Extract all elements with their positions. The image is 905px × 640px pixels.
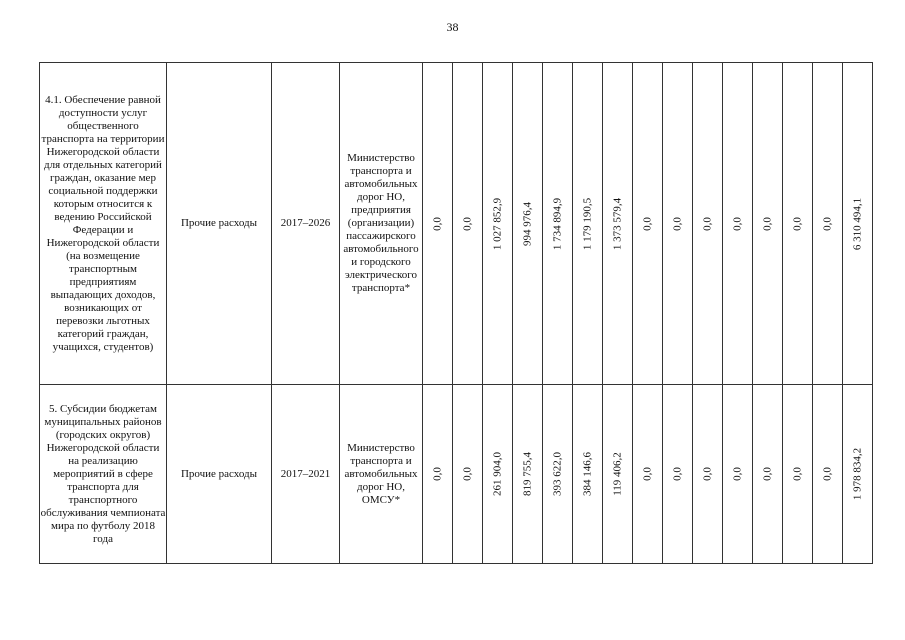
value-cell bbox=[483, 63, 513, 385]
value-cell bbox=[483, 385, 513, 564]
value-cell bbox=[453, 63, 483, 385]
value-cell bbox=[423, 385, 453, 564]
value-cell bbox=[573, 63, 603, 385]
value-text: 0,0 bbox=[761, 467, 773, 481]
executor-cell: Министерство транспорта и автомобильных дорог НО, ОМСУ* bbox=[340, 385, 423, 564]
value-text: 0,0 bbox=[461, 467, 473, 481]
total-cell bbox=[843, 63, 873, 385]
value-cell bbox=[513, 63, 543, 385]
value-cell bbox=[663, 385, 693, 564]
value-cell bbox=[783, 385, 813, 564]
value-text: 819 755,4 bbox=[521, 452, 533, 496]
value-text: 0,0 bbox=[701, 467, 713, 481]
value-cell bbox=[603, 63, 633, 385]
value-cell bbox=[723, 385, 753, 564]
page-number: 38 bbox=[446, 20, 459, 34]
executor-cell: Министерство транспорта и автомобильных дорог НО, предприятия (организации) пассажирского автомобильного и городского электрического транспорта* bbox=[340, 63, 423, 385]
expense-type-cell: Прочие расходы bbox=[167, 63, 272, 385]
value-cell bbox=[603, 385, 633, 564]
value-cell bbox=[783, 63, 813, 385]
value-cell bbox=[753, 385, 783, 564]
measure-name-cell: 5. Субсидии бюджетам муниципальных районов (городских округов) Нижегородской области на реализацию мероприятий в сфере транспорта для транспортного обслуживания чемпионата мира по футболу 2018 года bbox=[40, 385, 167, 564]
value-text: 994 976,4 bbox=[521, 201, 533, 246]
value-text: 0,0 bbox=[431, 216, 443, 231]
value-cell bbox=[663, 63, 693, 385]
years-cell: 2017–2021 bbox=[272, 385, 340, 564]
value-cell bbox=[753, 63, 783, 385]
expense-type-cell: Прочие расходы bbox=[167, 385, 272, 564]
value-text: 0,0 bbox=[791, 467, 803, 481]
budget-table bbox=[39, 62, 873, 564]
table-row bbox=[40, 63, 873, 385]
value-text: 0,0 bbox=[821, 216, 833, 231]
value-text: 1 373 579,4 bbox=[611, 197, 623, 250]
value-cell bbox=[453, 385, 483, 564]
table-row bbox=[40, 385, 873, 564]
value-cell bbox=[693, 385, 723, 564]
total-text: 1 978 834,2 bbox=[851, 447, 863, 501]
value-text: 0,0 bbox=[641, 216, 653, 231]
value-cell bbox=[513, 385, 543, 564]
value-text: 0,0 bbox=[731, 216, 743, 231]
value-text: 261 904,0 bbox=[491, 452, 503, 496]
years-cell: 2017–2026 bbox=[272, 63, 340, 385]
value-text: 0,0 bbox=[791, 216, 803, 231]
value-text: 0,0 bbox=[641, 467, 653, 481]
value-text: 1 179 190,5 bbox=[581, 197, 593, 250]
value-text: 1 027 852,9 bbox=[491, 197, 503, 250]
value-cell bbox=[423, 63, 453, 385]
value-cell bbox=[573, 385, 603, 564]
value-text: 0,0 bbox=[821, 467, 833, 481]
value-cell bbox=[813, 385, 843, 564]
measure-name-cell: 4.1. Обеспечение равной доступности услуг общественного транспорта на территории Нижегородской области для отдельных категорий граждан, оказание мер социальной поддержки которым относится к ведению Российской Федерации и Нижегородской области (на возмещение транспортным предприятиям выпадающих доходов, возникающих от перевозки льготных категорий граждан, учащихся, студентов) bbox=[40, 63, 167, 385]
value-text: 119 406,2 bbox=[611, 452, 623, 496]
value-text: 1 734 894,9 bbox=[551, 197, 563, 250]
value-text: 0,0 bbox=[461, 216, 473, 231]
value-cell bbox=[633, 385, 663, 564]
value-text: 0,0 bbox=[671, 467, 683, 481]
value-text: 0,0 bbox=[671, 216, 683, 231]
value-text: 0,0 bbox=[731, 467, 743, 481]
value-cell bbox=[723, 63, 753, 385]
value-text: 393 622,0 bbox=[551, 452, 563, 496]
value-cell bbox=[543, 63, 573, 385]
value-text: 0,0 bbox=[701, 216, 713, 231]
value-cell bbox=[633, 63, 663, 385]
total-text: 6 310 494,1 bbox=[851, 197, 863, 250]
value-text: 0,0 bbox=[431, 467, 443, 481]
total-cell bbox=[843, 385, 873, 564]
value-cell bbox=[813, 63, 843, 385]
value-text: 0,0 bbox=[761, 216, 773, 231]
value-cell bbox=[693, 63, 723, 385]
value-cell bbox=[543, 385, 573, 564]
value-text: 384 146,6 bbox=[581, 452, 593, 496]
